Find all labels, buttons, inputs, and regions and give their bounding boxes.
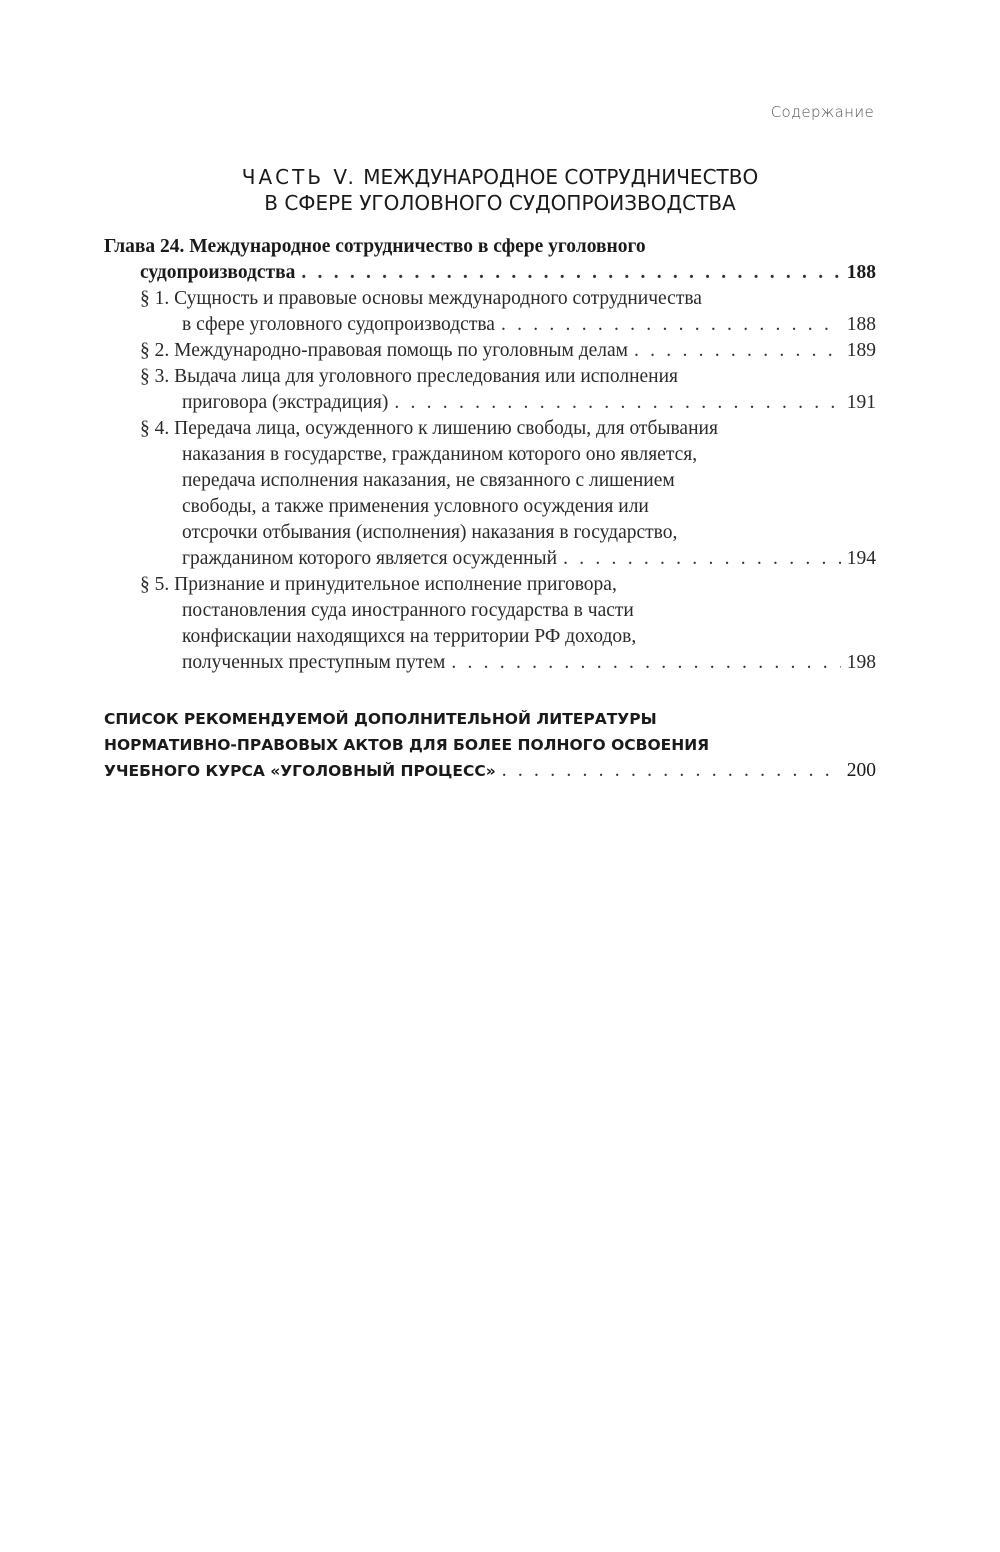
part-label: ЧАСТЬ V. bbox=[241, 165, 357, 189]
section-title-text: гражданином которого является осужденный bbox=[182, 548, 558, 569]
section-title-line: конфискации находящихся на территории РФ доходов, bbox=[182, 626, 637, 647]
dot-leader bbox=[451, 650, 840, 676]
literature-title-line2: НОРМАТИВНО-ПРАВОВЫХ АКТОВ ДЛЯ БОЛЕЕ ПОЛНОГО ОСВОЕНИЯ bbox=[104, 736, 710, 754]
section-title-line: передача исполнения наказания, не связанного с лишением bbox=[182, 470, 675, 491]
page-number: 198 bbox=[846, 652, 876, 673]
section-title-text: приговора (экстрадиция) bbox=[182, 392, 389, 413]
toc-section-2[interactable] bbox=[104, 338, 876, 364]
section-title-last-line bbox=[140, 390, 876, 416]
chapter-title-line2: судопроизводства bbox=[140, 262, 296, 283]
section-title-last-line bbox=[140, 546, 876, 572]
section-title-line: § 1. Сущность и правовые основы международного сотрудничества bbox=[140, 288, 702, 309]
section-title-line: наказания в государстве, гражданином которого оно является, bbox=[182, 444, 698, 465]
section-title-last-line bbox=[140, 338, 876, 364]
page-number: 191 bbox=[846, 392, 876, 413]
dot-leader bbox=[502, 758, 841, 784]
toc-section-4[interactable] bbox=[104, 416, 876, 572]
part-heading bbox=[0, 164, 1000, 216]
section-title-text: в сфере уголовного судопроизводства bbox=[182, 314, 495, 335]
part-title-line1: МЕЖДУНАРОДНОЕ СОТРУДНИЧЕСТВО bbox=[363, 165, 759, 189]
page-number: 188 bbox=[846, 262, 876, 283]
section-title-text: § 2. Международно-правовая помощь по уголовным делам bbox=[140, 340, 628, 361]
toc-section-5[interactable] bbox=[104, 572, 876, 676]
section-title-line: постановления суда иностранного государства в части bbox=[182, 600, 634, 621]
dot-leader bbox=[501, 312, 841, 338]
dot-leader bbox=[563, 546, 841, 572]
chapter-title-last-line bbox=[104, 260, 876, 286]
literature-title-last-line bbox=[104, 758, 876, 784]
toc-chapter-24[interactable] bbox=[104, 234, 876, 286]
section-title-last-line bbox=[140, 650, 876, 676]
dot-leader bbox=[634, 338, 841, 364]
section-title-line: § 3. Выдача лица для уголовного преследования или исполнения bbox=[140, 366, 679, 387]
chapter-title-line1: Глава 24. Международное сотрудничество в сфере уголовного bbox=[104, 236, 646, 257]
page-number: 189 bbox=[846, 340, 876, 361]
part-heading-line1 bbox=[0, 164, 1000, 190]
running-header: Содержание bbox=[770, 103, 874, 121]
section-title-line: § 5. Признание и принудительное исполнение приговора, bbox=[140, 574, 617, 595]
page-number: 200 bbox=[846, 760, 876, 781]
section-title-text: полученных преступным путем bbox=[182, 652, 446, 673]
page-number: 194 bbox=[846, 548, 876, 569]
literature-title-line1: СПИСОК РЕКОМЕНДУЕМОЙ ДОПОЛНИТЕЛЬНОЙ ЛИТЕРАТУРЫ bbox=[104, 710, 657, 728]
toc-literature-list[interactable] bbox=[104, 706, 876, 784]
toc-section-1[interactable] bbox=[104, 286, 876, 338]
dot-leader bbox=[394, 390, 840, 416]
part-title-line2: В СФЕРЕ УГОЛОВНОГО СУДОПРОИЗВОДСТВА bbox=[264, 191, 736, 215]
section-title-line: отсрочки отбывания (исполнения) наказания в государство, bbox=[182, 522, 678, 543]
section-title-line: свободы, а также применения условного осуждения или bbox=[182, 496, 649, 517]
page-number: 188 bbox=[846, 314, 876, 335]
literature-title-line3: УЧЕБНОГО КУРСА «УГОЛОВНЫЙ ПРОЦЕСС» bbox=[104, 762, 496, 780]
dot-leader bbox=[301, 260, 840, 286]
section-title-line: § 4. Передача лица, осужденного к лишению свободы, для отбывания bbox=[140, 418, 718, 439]
section-title-last-line bbox=[140, 312, 876, 338]
table-of-contents bbox=[104, 234, 876, 676]
toc-section-3[interactable] bbox=[104, 364, 876, 416]
